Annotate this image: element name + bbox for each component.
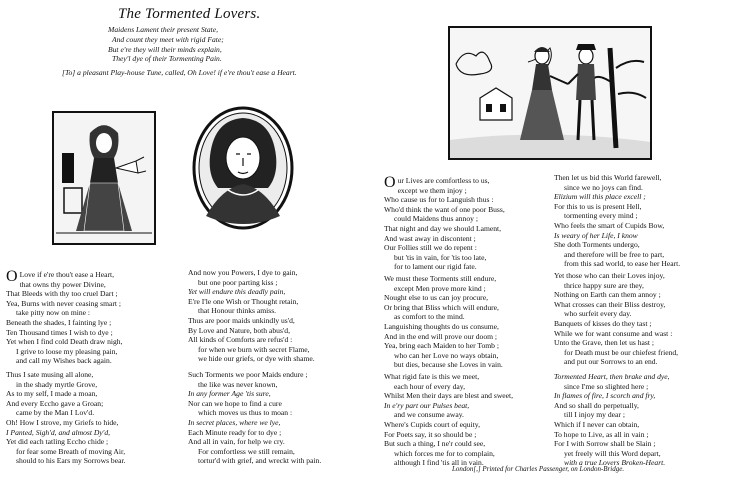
stanza-1 [6,270,123,366]
verse-line: By Love and Nature, both abus'd, [188,325,290,335]
verse-line: should to his Ears my Sorrows bear. [16,456,126,466]
verse-line: and therefore will be free to part, [564,249,665,259]
verse-line: till I injoy my dear ; [564,410,625,420]
verse-line: since we no joys can find. [564,182,643,192]
ballad-subtitle [108,25,224,64]
verse-line: each hour of every day, [394,381,465,391]
verse-line: Nor can we hope to find a cure [188,398,282,408]
verse-line: Thus I sate musing all alone, [6,370,94,379]
verse-line: In e'ry part our Pulses beat, [384,400,470,410]
subtitle-line: But e're they will their minds explain, [108,44,222,54]
verse-line: Yea, bring each Maiden to her Tomb ; [384,341,499,351]
woman-with-fan-woodcut [52,111,156,245]
verse-line: Languishing thoughts do us consume, [384,321,499,331]
verse-line: which moves us thus to moan : [198,408,293,418]
verse-line: Who'd think the want of one poor Buss, [384,204,505,214]
verse-line: who can her Love no ways obtain, [394,350,499,360]
verse-line: Banquets of kisses do they tast ; [554,318,652,328]
verse-line: Oh! How I strove, my Griefs to hide, [6,417,119,427]
verse-line: we hide our griefs, or dye with shame. [198,354,315,364]
verse-line: Whilst Men their days are blest and sweet, [384,391,514,401]
verse-line: could Maidens thus annoy ; [394,214,478,224]
verse-line: Which if I never can obtain, [554,419,640,429]
verse-line: Is weary of her Life, I know [554,230,638,240]
stanza-2 [6,370,125,466]
imprint-line: London[,] Printed for Charles Passenger, on London-Bridge. [452,465,625,473]
subtitle-line: Maidens Lament their present State, [108,25,219,34]
subtitle-line: And count they meet with rigid Fate; [112,34,224,44]
stanza-7 [384,372,513,468]
verse-line: All kinds of Comforts are refus'd : [188,335,293,345]
verse-line: except we them injoy ; [397,185,467,195]
drop-capital: O [384,174,396,191]
verse-line: since I'me so slighted here ; [564,381,649,391]
verse-line: for to lament our rigid fate. [394,262,477,272]
verse-line: which forces me for to complain, [394,448,495,458]
verse-line: and call my Wishes back again. [16,356,112,366]
verse-line: That night and day we should Lament, [384,223,502,233]
verse-line: Each Minute ready for to dye ; [188,427,282,437]
verse-line: In flames of fire, I scorch and fry, [554,391,656,401]
verse-line: And in the end will prove our doom ; [384,331,498,341]
verse-line: For Poets say, it so should be ; [384,429,477,439]
stanza-9 [554,271,678,367]
verse-line: For comfortless we still remain, [198,446,295,456]
verse-line: But such a thing, I ne'r could see, [384,439,486,449]
drop-capital: O [6,268,18,285]
oval-portrait-woodcut [192,106,294,230]
ballad-title: The Tormented Lovers. [118,6,261,22]
verse-line: that Honour thinks amiss. [198,306,277,316]
verse-line: And so shall do perpetually, [554,400,639,410]
verse-line: but dies, because she Loves in vain. [394,360,503,370]
verse-line: Yea, Burns with never ceasing smart ; [6,298,122,308]
stanza-6 [384,274,503,370]
verse-line: We must these Torments still endure, [384,274,497,283]
verse-line: Yet did each tatling Eccho chide ; [6,437,109,447]
verse-line: except Men prove more kind ; [394,283,486,293]
verse-line: E're I'le one Wish or Thought retain, [188,296,299,306]
verse-line: As to my self, I made a moan, [6,389,98,399]
verse-line: Yet when I find cold Death draw nigh, [6,337,123,347]
stanza-4 [188,370,321,466]
verse-line: While we for want consume and wast : [554,328,673,338]
courting-couple-woodcut [448,26,652,160]
verse-line: Thus are poor maids unkindly us'd, [188,315,295,325]
verse-line: and put our Sorrows to an end. [564,357,658,367]
verse-line: I grive to loose my pleasing pain, [16,346,118,356]
stanza-5 [384,176,505,272]
verse-line: Where's Cupids court of equity, [384,419,480,429]
verse-line: Such Torments we poor Maids endure ; [188,370,308,379]
verse-line: came by the Man I Lov'd. [16,408,95,418]
verse-line: Who cause us for to Languish thus : [384,195,494,205]
verse-line: And every Eccho gave a Groan; [6,398,104,408]
verse-line: but one poor parting kiss ; [198,277,278,287]
verse-line: She doth Torments undergo, [554,240,640,250]
verse-line: Ten Thousand times I wish to dye ; [6,327,113,337]
verse-line: for fear some Breath of moving Air, [16,446,126,456]
verse-line: but 'tis in vain, for 'tis too late, [394,252,487,262]
verse-line: I Panted, Sigh'd, and almost Dy'd, [6,427,111,437]
subtitle-line: They'l dye of their Tormenting Pain. [112,54,222,64]
verse-line: For I with Sorrow shall be Slain ; [554,439,656,449]
stanza-3 [188,268,315,364]
verse-line: In any former Age 'tis sure, [188,389,271,399]
verse-line: Tormented Heart, then brake and dye, [554,372,670,381]
verse-line: Our Follies still we do repent : [384,243,477,253]
stanza-8 [554,173,680,269]
verse-line: And wast away in discontent ; [384,233,476,243]
verse-line: Love if e're thou't ease a Heart, [19,270,115,279]
verse-line: who surfeit every day. [564,309,632,319]
tune-direction: [To] a pleasant Play-house Tune, called, Oh Love! if e're thou't ease a Heart. [62,68,297,77]
verse-line: That Bleeds with thy too cruel Dart ; [6,289,118,299]
verse-line: Yet those who can their Loves injoy, [554,271,665,280]
verse-line: Unto the Grave, then let us hast ; [554,338,654,348]
verse-line: Nothing on Earth can them annoy ; [554,290,661,300]
verse-line: as comfort to the mind. [394,312,465,322]
verse-line: that owns thy power Divine, [19,279,106,289]
verse-line: from this sad world, to ease her Heart. [564,259,681,269]
verse-line: In secret places, where we lye, [188,417,281,427]
verse-line: tortur'd with grief, and wreckt with pain. [198,456,322,466]
verse-line: To hope to Live, as all in vain ; [554,429,649,439]
stanza-10 [554,372,670,468]
verse-line: Yet will endure this deadly pain, [188,287,286,297]
verse-line: tormenting every mind ; [564,211,638,221]
verse-line: thrice happy sure are they, [564,280,644,290]
verse-line: And all in vain, for help we cry. [188,437,285,447]
verse-line: And now you Powers, I dye to gain, [188,268,298,277]
verse-line: Beneath the shades, I fainting lye ; [6,317,112,327]
verse-line: take pitty now on mine : [16,308,91,318]
verse-line: What rigid fate is this we meet, [384,372,480,381]
verse-line: Then let us bid this World farewell, [554,173,662,182]
verse-line: yet freely will this Word depart, [564,448,661,458]
verse-line: Who feels the smart of Cupids Bow, [554,220,665,230]
verse-line: with a true Lovers Broken-Heart. [564,458,666,468]
verse-line: What crosses can their Bliss destroy, [554,299,666,309]
verse-line: For this to us is present Hell, [554,201,642,211]
verse-line: Nought else to us can joy procure, [384,293,488,303]
verse-line: for when we burn with secret Flame, [198,344,310,354]
verse-line: although I find 'tis all in vain. [394,458,484,468]
verse-line: Elizium will this place excell ; [554,192,646,202]
verse-line: the like was never known, [198,379,278,389]
verse-line: ur Lives are comfortless to us, [397,176,490,185]
verse-line: Or bring that Bliss which will endure, [384,302,499,312]
verse-line: in the shady myrtle Grove, [16,379,98,389]
verse-line: and we consume away. [394,410,464,420]
verse-line: for Death must be our chiefest friend, [564,347,679,357]
